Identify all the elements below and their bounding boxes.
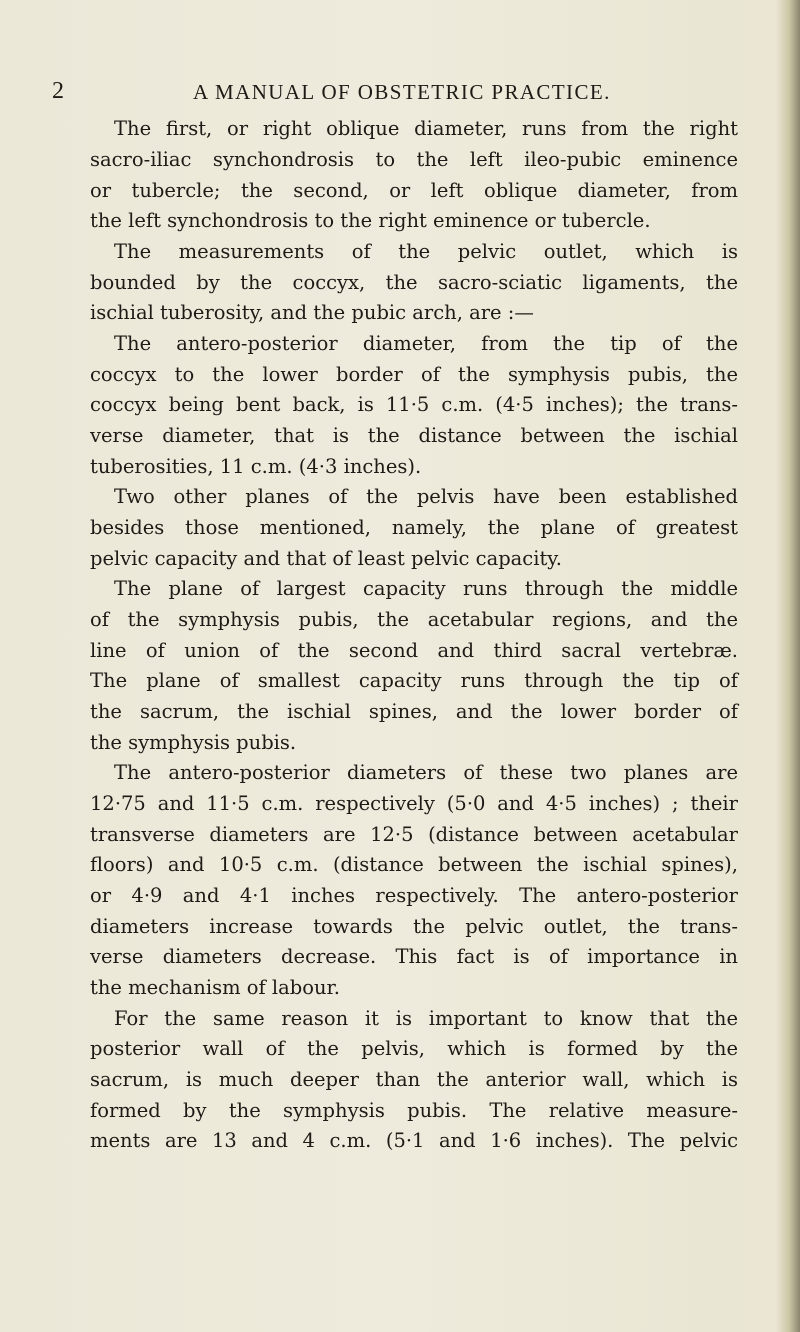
text-line: verse diameter, that is the distance between the ischial <box>90 424 738 447</box>
text-line: coccyx to the lower border of the symphysis pubis, the <box>90 363 738 386</box>
text-line: or tubercle; the second, or left oblique diameter, from <box>90 179 738 202</box>
text-line: 12·75 and 11·5 c.m. respectively (5·0 and 4·5 inches) ; their <box>90 792 738 815</box>
text-line: transverse diameters are 12·5 (distance between acetabular <box>90 823 738 846</box>
text-line: formed by the symphysis pubis. The relative measure- <box>90 1099 738 1122</box>
text-line: coccyx being bent back, is 11·5 c.m. (4·5 inches); the trans- <box>90 393 738 416</box>
text-line: sacrum, is much deeper than the anterior wall, which is <box>90 1068 738 1091</box>
text-line: besides those mentioned, namely, the plane of greatest <box>90 516 738 539</box>
text-line: ments are 13 and 4 c.m. (5·1 and 1·6 inches). The pelvic <box>90 1129 738 1152</box>
text-line: The measurements of the pelvic outlet, which is <box>114 240 738 263</box>
text-line: the symphysis pubis. <box>90 731 297 754</box>
text-line: The first, or right oblique diameter, runs from the right <box>114 117 738 140</box>
text-line: of the symphysis pubis, the acetabular regions, and the <box>90 608 738 631</box>
text-line: sacro-iliac synchondrosis to the left ileo-pubic eminence <box>90 148 738 171</box>
running-title: A MANUAL OF OBSTETRIC PRACTICE. <box>193 80 611 104</box>
text-line: Two other planes of the pelvis have been established <box>114 485 738 508</box>
text-line: diameters increase towards the pelvic outlet, the trans- <box>90 915 738 938</box>
text-line: posterior wall of the pelvis, which is formed by the <box>90 1037 738 1060</box>
text-line: or 4·9 and 4·1 inches respectively. The antero-posterior <box>90 884 738 907</box>
text-line: ischial tuberosity, and the pubic arch, are :— <box>90 301 534 324</box>
text-line: The plane of largest capacity runs through the middle <box>114 577 738 600</box>
text-line: the left synchondrosis to the right eminence or tubercle. <box>90 209 651 232</box>
text-line: bounded by the coccyx, the sacro-sciatic ligaments, the <box>90 271 738 294</box>
text-line: line of union of the second and third sacral vertebræ. <box>90 639 738 662</box>
text-line: verse diameters decrease. This fact is of importance in <box>90 945 738 968</box>
text-line: The antero-posterior diameter, from the tip of the <box>114 332 738 355</box>
text-line: floors) and 10·5 c.m. (distance between the ischial spines), <box>90 853 738 876</box>
text-line: The antero-posterior diameters of these two planes are <box>114 761 738 784</box>
text-line: pelvic capacity and that of least pelvic capacity. <box>90 547 562 570</box>
page-number: 2 <box>52 78 64 104</box>
text-line: tuberosities, 11 c.m. (4·3 inches). <box>90 455 422 478</box>
text-line: the sacrum, the ischial spines, and the lower border of <box>90 700 738 723</box>
text-line: the mechanism of labour. <box>90 976 340 999</box>
text-line: For the same reason it is important to know that the <box>114 1007 738 1030</box>
text-line: The plane of smallest capacity runs through the tip of <box>90 669 738 692</box>
